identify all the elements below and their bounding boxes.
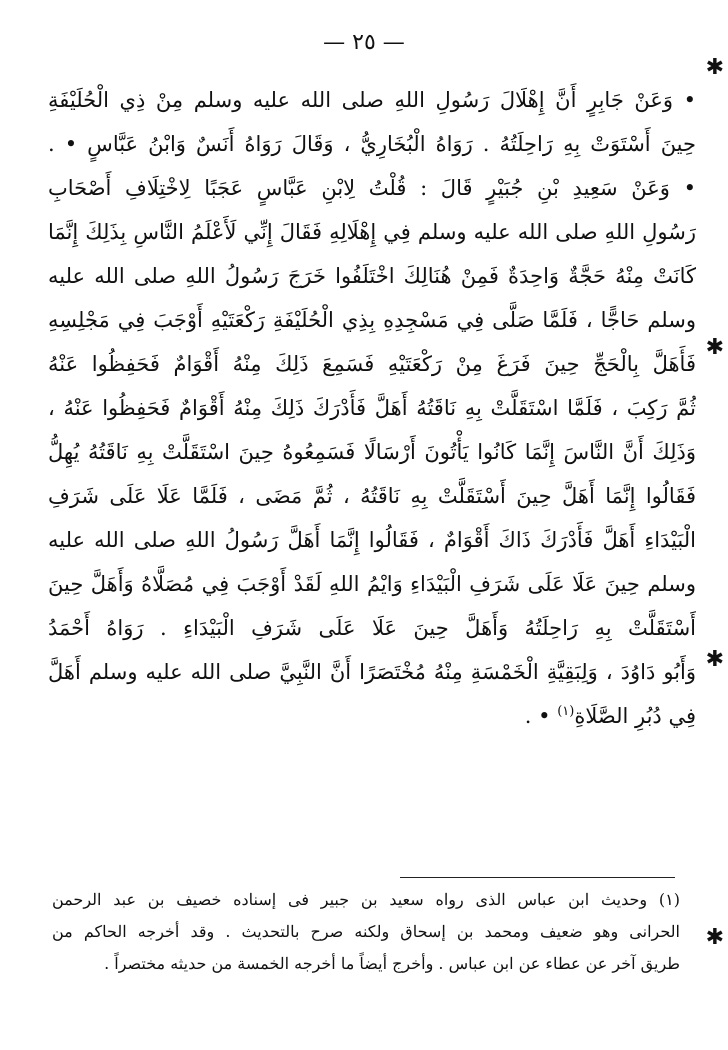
text-line: • وَعَنْ جَابِرٍ أَنَّ إِهْلَالَ رَسُولِ اللهِ صلى الله عليه وسلم مِنْ ذِي الْحُلَيْفَةِ — [48, 88, 696, 112]
margin-ornament-icon: ✱ — [705, 55, 724, 80]
page-number: — ٢٥ — — [323, 30, 405, 55]
text-line: • وَعَنْ سَعِيدِ بْنِ جُبَيْرٍ قَالَ : قُلْتُ لِابْنِ عَبَّاسٍ عَجَبًا لِاخْتِلَافِ أَصْحَابِ — [48, 176, 696, 200]
footnote-divider — [400, 877, 675, 878]
text-line: فَأَهَلَّ بِالْحَجِّ حِينَ فَرَغَ مِنْ رَكْعَتَيْهِ فَسَمِعَ ذَلِكَ مِنْهُ أَقْوَامٌ فَحَفِظُوا عَنْهُ — [48, 352, 696, 376]
footnote-line: الحرانى وهو ضعيف ومحمد بن إسحاق ولكنه صرح بالتحديث . وقد أخرجه الحاكم من — [52, 922, 680, 941]
text-line: رَسُولِ اللهِ صلى الله عليه وسلم فِي إِهْلَالِهِ فَقَالَ إِنِّي لَأَعْلَمُ النَّاسِ بِذَلِكَ إِنَّمَا — [48, 220, 696, 244]
footnote — [52, 884, 680, 980]
text-line: ثُمَّ رَكِبَ ، فَلَمَّا اسْتَقَلَّتْ بِهِ نَاقَتُهُ أَهَلَّ فَأَدْرَكَ ذَلِكَ مِنْهُ أَقْوَامٌ فَحَفِظُوا عَنْهُ ، — [48, 396, 696, 420]
text-line: حِينَ أَسْتَوَتْ بِهِ رَاحِلَتُهُ . رَوَاهُ الْبُخَارِيُّ ، وَقَالَ رَوَاهُ أَنَسٌ وَابْنُ عَبَّاسٍ • . — [48, 132, 696, 156]
text-line-last-content: فِي دُبُرِ الصَّلَاةِ — [574, 704, 696, 728]
text-line: الْبَيْدَاءِ أَهَلَّ فَأَدْرَكَ ذَاكَ أَقْوَامٌ ، فَقَالُوا إِنَّمَا أَهَلَّ رَسُولُ اللهِ صلى الله عليه — [48, 528, 696, 552]
text-line: وَأَبُو دَاوُدَ ، وَلِبَقِيَّةِ الْخَمْسَةِ مِنْهُ مُخْتَصَرًا أَنَّ النَّبِيَّ صلى الله عليه وسلم أَهَلَّ — [48, 660, 696, 684]
hadith-text — [48, 78, 696, 738]
margin-ornament-icon: ✱ — [705, 925, 724, 950]
footnote-line: (١) وحديث ابن عباس الذى رواه سعيد بن جبير فى إسناده خصيف بن عبد الرحمن — [52, 890, 680, 909]
text-line: وسلم حِينَ عَلَا عَلَى شَرَفِ الْبَيْدَاءِ وَايْمُ اللهِ لَقَدْ أَوْجَبَ فِي مُصَلَّاهُ وَأَهَلَّ حِينَ — [48, 572, 696, 596]
text-line: أَسْتَقَلَّتْ بِهِ رَاحِلَتُهُ وَأَهَلَّ حِينَ عَلَا عَلَى شَرَفِ الْبَيْدَاءِ . رَوَاهُ أَحْمَدُ — [48, 616, 696, 640]
margin-ornament-icon: ✱ — [705, 335, 724, 360]
text-line-last-end: • . — [524, 704, 558, 728]
text-line: وَذَلِكَ أَنَّ النَّاسَ إِنَّمَا كَانُوا يَأْتُونَ أَرْسَالًا فَسَمِعُوهُ حِينَ اسْتَقَلَّتْ بِهِ نَاقَتُهُ يُهِلُّ — [48, 440, 696, 464]
footnote-marker: (١) — [557, 704, 575, 719]
text-line: وسلم حَاجًّا ، فَلَمَّا صَلَّى فِي مَسْجِدِهِ بِذِي الْحُلَيْفَةِ رَكْعَتَيْهِ أَوْجَبَ فِي مَجْلِسِهِ — [48, 308, 696, 332]
text-line-last — [48, 694, 696, 738]
margin-ornament-icon: ✱ — [705, 647, 724, 672]
footnote-line: طريق آخر عن عطاء عن ابن عباس . وأخرج أيضاً ما أخرجه الخمسة من حديثه مختصراً . — [104, 954, 680, 973]
text-line: فَقَالُوا إِنَّمَا أَهَلَّ حِينَ أَسْتَقَلَّتْ بِهِ نَاقَتُهُ ، ثُمَّ مَضَى ، فَلَمَّا عَلَا عَلَى شَرَفِ — [48, 484, 696, 508]
text-line: كَانَتْ مِنْهُ حَجَّةٌ وَاحِدَةٌ فَمِنْ هُنَالِكَ اخْتَلَفُوا خَرَجَ رَسُولُ اللهِ صلى الله عليه — [48, 264, 696, 288]
